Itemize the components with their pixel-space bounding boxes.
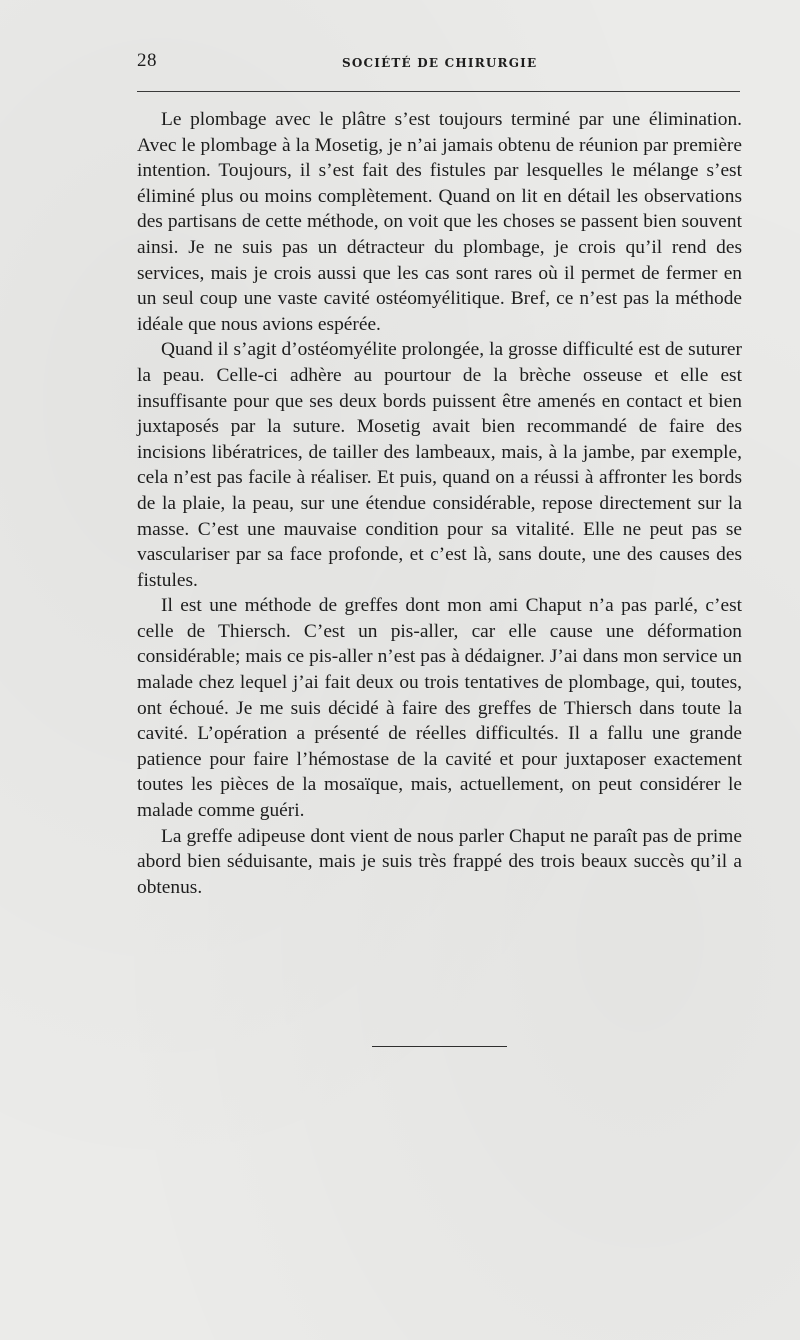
paragraph-2: Quand il s’agit d’ostéomyélite prolongée, la grosse difficulté est de suturer la peau. Celle-ci adhère au pourtour de la brèche osseuse et elle est insuffisante pour que ses deux bords puissent être amenés en contact et bien juxtaposés par la suture. Mosetig avait bien recommandé de faire des incisions libératrices, de tailler des lambeaux, mais, à la jambe, par exemple, cela n’est pas facile à réaliser. Et puis, quand on a réussi à affronter les bords de la plaie, la peau, sur une étendue considérable, repose directement sur la masse. C’est une mauvaise condition pour sa vitalité. Elle ne peut pas se vasculariser par sa face profonde, et c’est là, sans doute, une des causes des fistules. [137, 339, 742, 591]
page-number: 28 [137, 50, 157, 71]
running-title: SOCIÉTÉ DE CHIRURGIE [342, 56, 538, 70]
running-head [137, 50, 742, 74]
paragraph-1: Le plombage avec le plâtre s’est toujours terminé par une élimination. Avec le plombage à la Mosetig, je n’ai jamais obtenu de réunion par première intention. Toujours, il s’est fait des fistules par lesquelles le mélange s’est éliminé plus ou moins complètement. Quand on lit en détail les observations des partisans de cette méthode, on voit que les choses se passent bien souvent ainsi. Je ne suis pas un détracteur du plombage, je crois qu’il rend des services, mais je crois aussi que les cas sont rares où il permet de fermer en un seul coup une vaste cavité ostéomyélitique. Bref, ce n’est pas la méthode idéale que nous avions espérée. [137, 109, 742, 335]
section-end-rule [372, 1046, 507, 1047]
paragraph-4: La greffe adipeuse dont vient de nous parler Chaput ne paraît pas de prime abord bien séduisante, mais je suis très frappé des trois beaux succès qu’il a obtenus. [137, 825, 742, 898]
paragraph-3: Il est une méthode de greffes dont mon ami Chaput n’a pas parlé, c’est celle de Thiersch. C’est un pis-aller, car elle cause une déformation considérable; mais ce pis-aller n’est pas à dédaigner. J’ai dans mon service un malade chez lequel j’ai fait deux ou trois tentatives de plombage, qui, toutes, ont échoué. Je me suis décidé à faire des greffes de Thiersch dans toute la cavité. L’opération a présenté de réelles difficultés. Il a fallu une grande patience pour faire l’hémostase de la cavité et pour juxtaposer exactement toutes les pièces de la mosaïque, mais, actuellement, on peut considérer le malade comme guéri. [137, 595, 742, 822]
header-rule [137, 91, 740, 92]
body-text [137, 107, 742, 900]
